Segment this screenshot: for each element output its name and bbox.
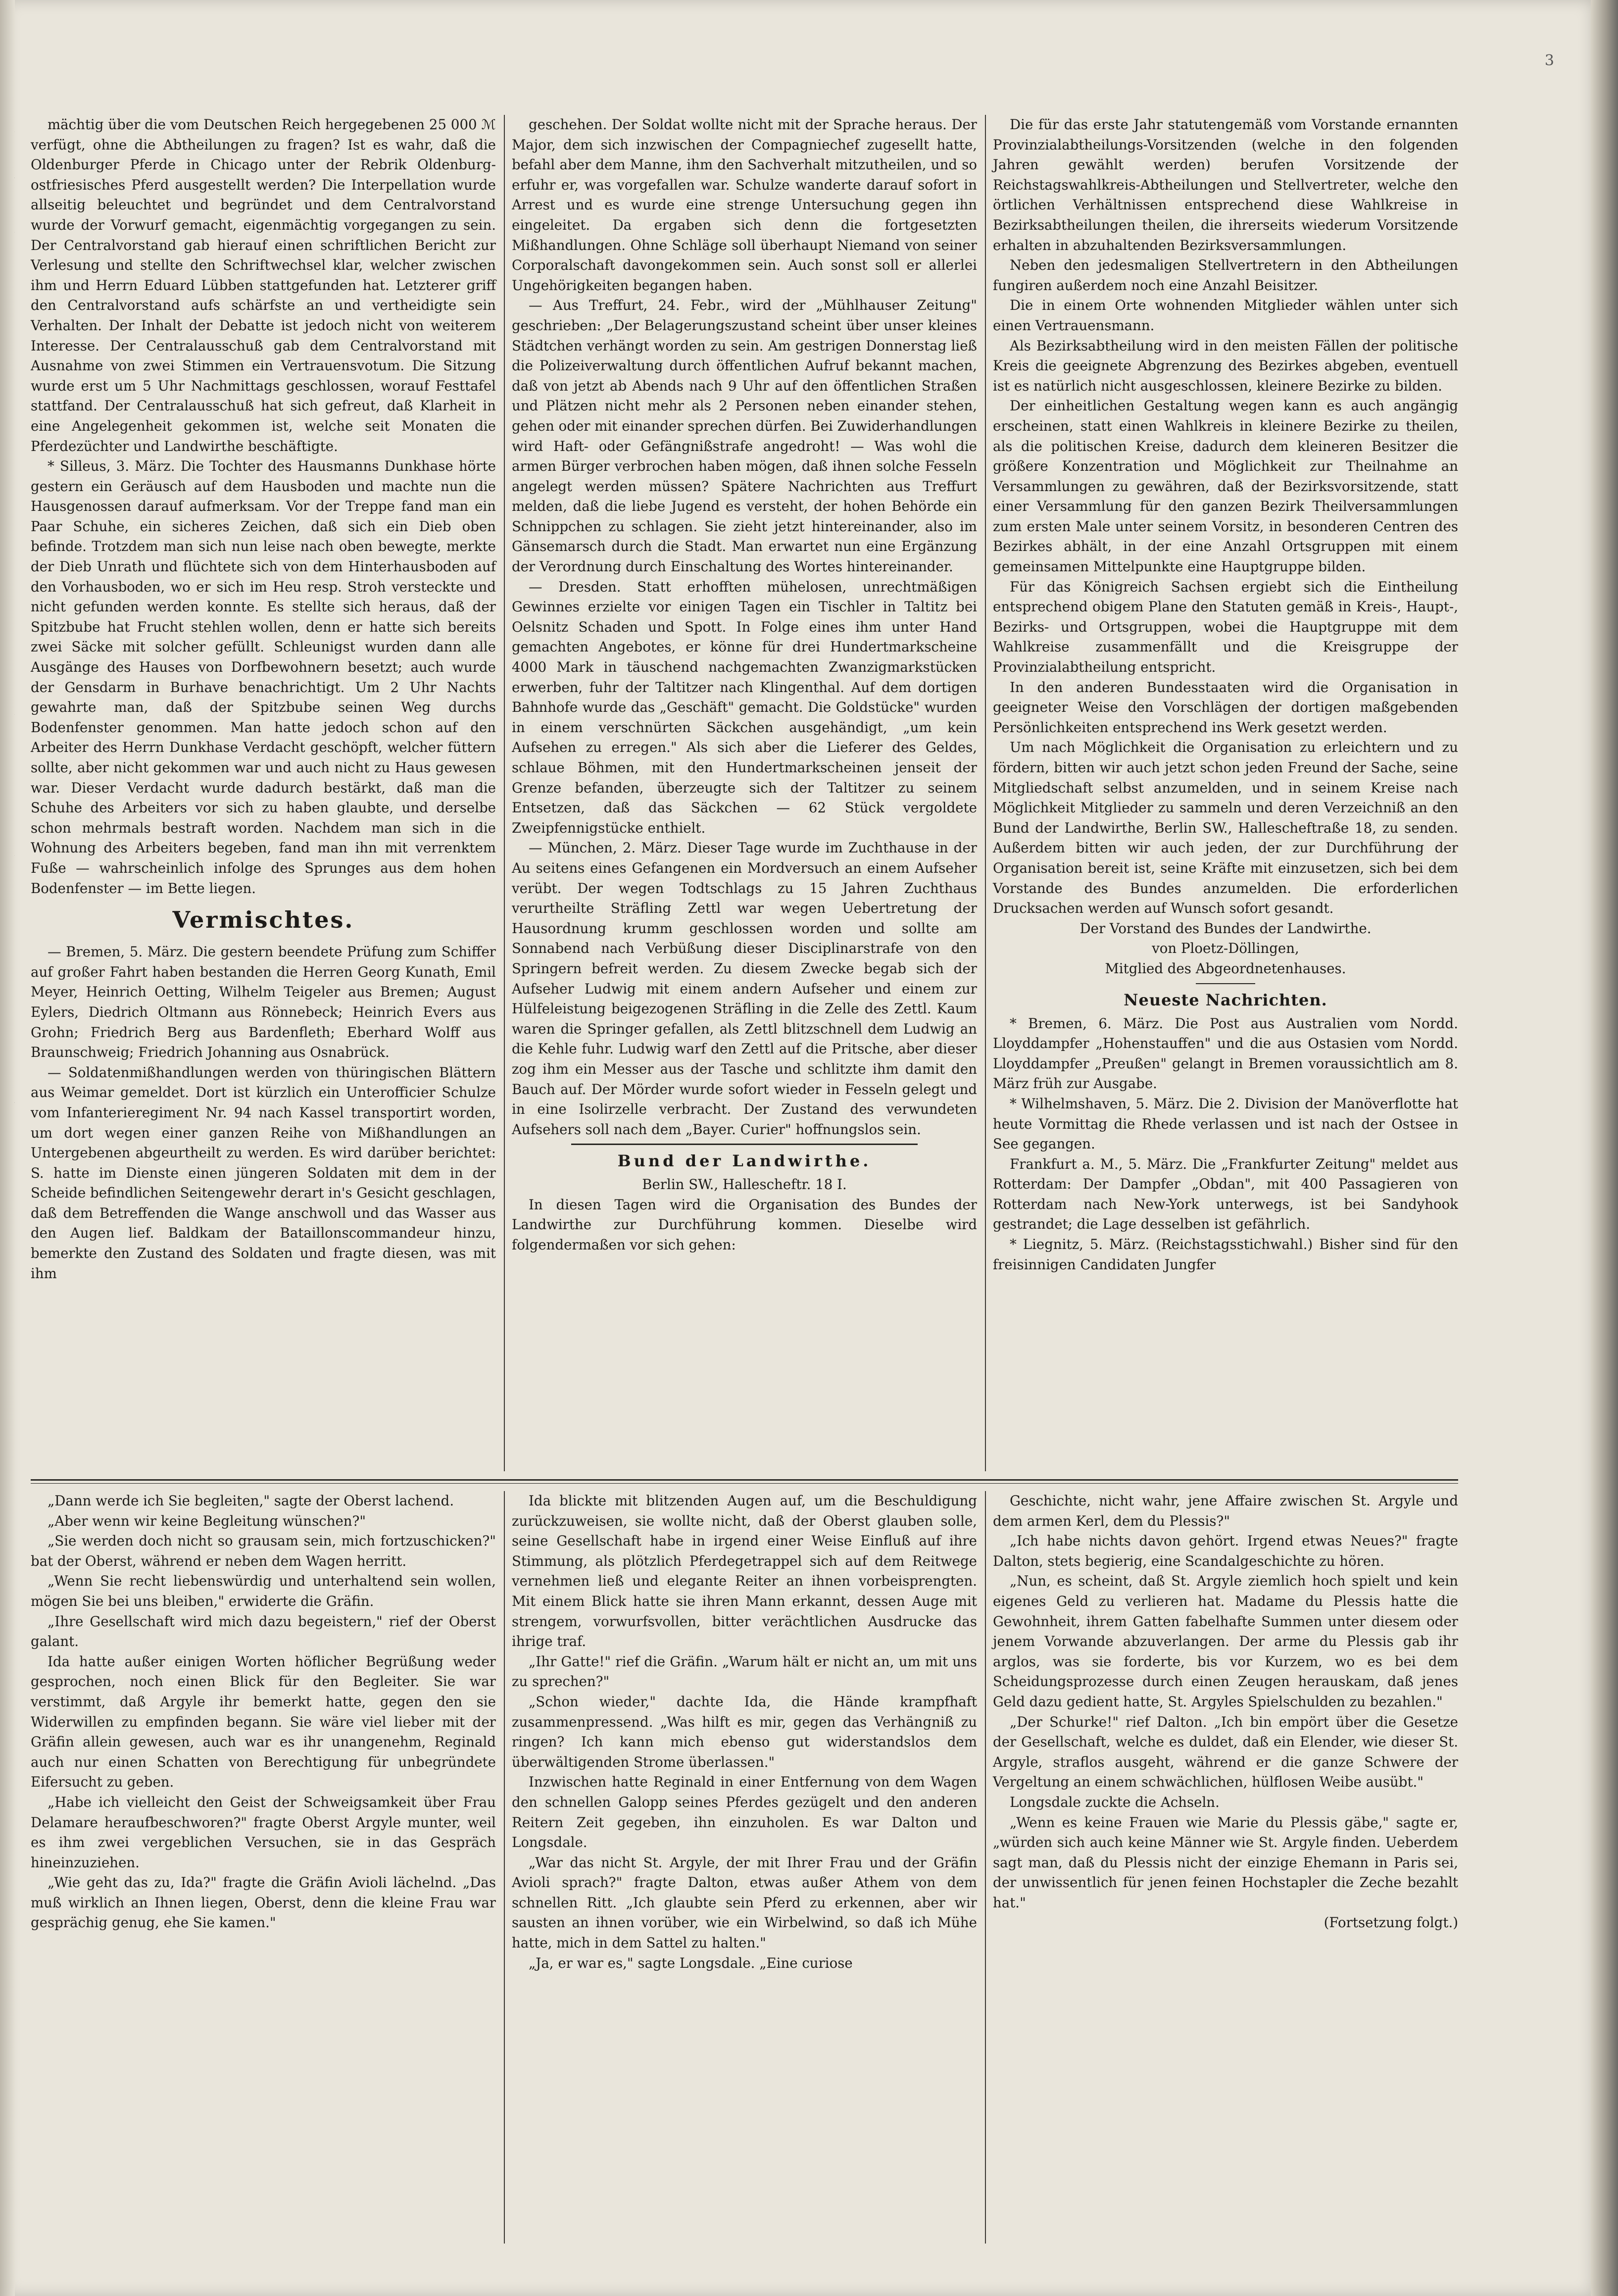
column-top-middle (512, 115, 977, 1471)
section-rule (1196, 983, 1255, 984)
column-divider (985, 115, 986, 1471)
article-paragraph: — Bremen, 5. März. Die gestern beendete Prüfung zum Schiffer auf großer Fahrt haben bestanden die Herren Georg Kunath, Emil Meyer, Heinrich Oetting, Wilhelm Teigeler aus Bremen; August Eylers, Diedrich Oltmann aus Rönnebeck; Heinrich Evers aus Grohn; Friedrich Berg aus Bardenfleth; Eberhard Wolff aus Braunschweig; Friedrich Johanning aus Osnabrück. (31, 944, 496, 1061)
article-paragraph: — München, 2. März. Dieser Tage wurde im Zuchthause in der Au seitens eines Gefangenen ein Mordversuch an einem Aufseher verübt. Der wegen Todtschlags zu 15 Jahren Zuchthaus verurtheilte Sträfling Zettl war wegen Uebertretung der Hausordnung krumm geschlossen worden und sollte am Sonnabend nach Verbüßung dieser Disciplinarstrafe von den Springern befreit werden. Zu diesem Zwecke begab sich der Aufseher Ludwig mit einem andern Aufseher und einem zur Hülfeleistung beigezogenen Sträfling in die Zelle des Zettl. Kaum waren die Springer gefallen, als Zettl blitzschnell dem Ludwig an die Kehle fuhr. Ludwig warf den Zettl auf die Pritsche, aber dieser zog ihm ein Messer aus der Tasche und schlitzte ihm damit den Bauch auf. Der Mörder wurde sofort wieder in Fesseln gelegt und in eine Isolirzelle verbracht. Der Zustand des verwundeten Aufsehers soll nach dem „Bayer. Curier" hoffnungslos sein. (512, 840, 977, 1138)
signature-line-2: von Ploetz-Döllingen, (1152, 940, 1299, 957)
feuilleton-paragraph: Longsdale zuckte die Achseln. (1010, 1794, 1220, 1810)
article-paragraph: Um nach Möglichkeit die Organisation zu erleichtern und zu fördern, bitten wir auch jetzt schon jeden Freund der Sache, seine Mitgliedschaft selbst anzumelden, und in seinem Kreise nach Möglichkeit Mitglieder zu sammeln und deren Verzeichniß an den Bund der Landwirthe, Berlin SW., Hallescheftraße 18, zu senden. Außerdem bitten wir auch jeden, der zur Durchführung der Organisation bereit ist, seine Kräfte mit einzusetzen, sich bei dem Vorstande des Bundes anzumelden. Die erforderlichen Drucksachen werden auf Wunsch sofort gesandt. (993, 739, 1458, 917)
article-paragraph: Als Bezirksabtheilung wird in den meisten Fällen der politische Kreis die geeignete Abgrenzung des Bezirkes abgeben, eventuell ist es natürlich nicht ausgeschlossen, kleinere Bezirke zu bilden. (993, 337, 1458, 394)
news-paragraph: * Bremen, 6. März. Die Post aus Australien vom Nordd. Lloyddampfer „Hohenstauffen" und die aus Ostasien vom Nordd. Lloyddampfer „Preußen" gelangt in Bremen voraussichtlich am 8. März früh zur Ausgabe. (993, 1015, 1458, 1092)
feuilleton-paragraph: „Ich habe nichts davon gehört. Irgend etwas Neues?" fragte Dalton, stets begierig, eine Scandalgeschichte zu hören. (993, 1533, 1458, 1569)
column-top-left (31, 115, 496, 1471)
feuilleton-paragraph: „Nun, es scheint, daß St. Argyle ziemlich hoch spielt und kein eigenes Geld zu verlieren hat. Madame du Plessis hatte die Gewohnheit, ihrem Gatten fabelhafte Summen unter diesem oder jenem Vorwande abzuverlangen. Der arme du Plessis gab ihr arglos, was sie forderte, bis vor Kurzem, wo es bei dem Scheidungsprozesse durch einen Zeugen herauskam, daß jenes Geld dazu gedient hatte, St. Argyles Spielschulden zu bezahlen." (993, 1573, 1458, 1710)
signature-line-1: Der Vorstand des Bundes der Landwirthe. (1079, 920, 1372, 937)
feuilleton-middle (512, 1491, 977, 2244)
feuilleton-separator-2 (31, 1483, 1458, 1484)
article-paragraph: — Aus Treffurt, 24. Febr., wird der „Mühlhauser Zeitung" geschrieben: „Der Belagerungszustand scheint über unser kleines Städtchen verhängt worden zu sein. Am gestrigen Donnerstag ließ die Polizeiverwaltung durch öffentlichen Aufruf bekannt machen, daß von jetzt ab Abends nach 9 Uhr auf den öffentlichen Straßen und Plätzen nicht mehr als 2 Personen neben einander stehen, gehen oder mit einander sprechen dürfen. Bei Zuwiderhandlungen wird Haft- oder Gefängnißstrafe angedroht! — Was wohl die armen Bürger verbrochen haben mögen, daß ihnen solche Fesseln angelegt werden müssen? Spätere Nachrichten aus Treffurt melden, daß die liebe Jugend es versteht, der hohen Behörde ein Schnippchen zu schlagen. Sie zieht jetzt hintereinander, also im Gänsemarsch durch die Stadt. Man erwartet nun eine Ergänzung der Verordnung durch Einschaltung des Wortes hintereinander. (512, 297, 977, 575)
news-paragraph: * Wilhelmshaven, 5. März. Die 2. Division der Manöverflotte hat heute Vormittag die Rhede verlassen und ist nach der Ostsee in See gegangen. (993, 1095, 1458, 1152)
article-paragraph: geschehen. Der Soldat wollte nicht mit der Sprache heraus. Der Major, dem sich inzwischen der Compagniechef zugesellt hatte, befahl aber dem Manne, ihm den Sachverhalt mitzutheilen, und so erfuhr er, was vorgefallen war. Schulze wanderte darauf sofort in Arrest und es wurde eine strenge Untersuchung gegen ihn eingeleitet. Da ergaben sich denn die fortgesetzten Mißhandlungen. Ohne Schläge soll überhaupt Niemand von seiner Corporalschaft davongekommen sein. Auch sonst soll er allerlei Ungehörigkeiten begangen haben. (512, 116, 977, 294)
feuilleton-right-text (993, 1491, 1458, 1913)
news-paragraph: * Liegnitz, 5. März. (Reichstagsstichwahl.) Bisher sind für den freisinnigen Candidaten Jungfer (993, 1236, 1458, 1273)
column-divider (504, 1491, 505, 2244)
neueste-nachrichten-articles (993, 1014, 1458, 1275)
article-paragraph: Neben den jedesmaligen Stellvertretern in den Abtheilungen fungiren außerdem noch eine Anzahl Beisitzer. (993, 257, 1458, 294)
news-paragraph: Frankfurt a. M., 5. März. Die „Frankfurter Zeitung" meldet aus Rotterdam: Der Dampfer „Obdan", mit 400 Passagieren von Rotterdam nach New-York unterwegs, ist bei Sandyhook gestrandet; die Lage desselben ist gefährlich. (993, 1155, 1458, 1233)
bund-intro: In diesen Tagen wird die Organisation des Bundes der Landwirthe zur Durchführung kommen. Dieselbe wird folgendermaßen vor sich gehen: (512, 1196, 977, 1253)
page-edge-shadow (1591, 0, 1618, 2296)
column-top-right (993, 115, 1458, 1471)
page-number: 3 (1544, 52, 1554, 69)
feuilleton-paragraph: „Aber wenn wir keine Begleitung wünschen?" (48, 1512, 366, 1529)
article-paragraph: Der einheitlichen Gestaltung wegen kann es auch angängig erscheinen, statt einen Wahlkreis in kleinere Bezirke zu theilen, als die politischen Kreise, dadurch dem kleineren Besitzer die größere Konzentration und Möglichkeit zur Theilnahme an Versammlungen zu gewähren, daß der Bezirksvorsitzende, statt einer Versammlung für den ganzen Bezirk Theilversammlungen zum ersten Male unter seinem Vorsitz, in besonderen Centren des Bezirkes abhält, in der eine Anzahl Ortsgruppen mit einem gemeinsamen Mittelpunkte eine Hauptgruppe bilden. (993, 398, 1458, 575)
feuilleton-paragraph: „Der Schurke!" rief Dalton. „Ich bin empört über die Gesetze der Gesellschaft, welche es duldet, daß ein Elender, wie dieser St. Argyle, straflos ausgeht, während er die ganze Schwere der Vergeltung an einem schwächlichen, hülflosen Weibe ausübt." (993, 1713, 1458, 1791)
adjacent-page-edge (0, 0, 15, 2296)
section-heading-neueste: Neueste Nachrichten. (1124, 990, 1327, 1009)
feuilleton-paragraph: „Ja, er war es," sagte Longsdale. „Eine curiose (529, 1954, 853, 1971)
column-divider (504, 115, 505, 1471)
feuilleton-paragraph: „Sie werden doch nicht so grausam sein, mich fortzuschicken?" bat der Oberst, während er neben dem Wagen herritt. (31, 1533, 496, 1569)
column-divider (985, 1491, 986, 2244)
feuilleton-separator (31, 1479, 1458, 1481)
feuilleton-paragraph: Inzwischen hatte Reginald in einer Entfernung von dem Wagen den schnellen Galopp seines Pferdes gezügelt und den anderen Reitern Zeit gegeben, ihn einzuholen. Es war Dalton und Longsdale. (512, 1774, 977, 1851)
feuilleton-middle-text (512, 1491, 977, 1973)
feuilleton-left (31, 1491, 496, 2244)
article-paragraph: In den anderen Bundesstaaten wird die Organisation in geeigneter Weise den Vorschlägen der dortigen maßgebenden Persönlichkeiten entsprechend ins Werk gesetzt werden. (993, 679, 1458, 736)
section-rule (571, 1144, 918, 1145)
feuilleton-paragraph: „Schon wieder," dachte Ida, die Hände krampfhaft zusammenpressend. „Was hilft es mir, gegen das Verhängniß zu ringen? Ich kann mich ebenso gut widerstandslos dem überwältigenden Strome überlassen." (512, 1693, 977, 1770)
article-paragraph: mächtig über die vom Deutschen Reich hergegebenen 25 000 ℳ verfügt, ohne die Abtheilungen zu fragen? Ist es wahr, daß die Oldenburger Pferde in Chicago unter der Rebrik Oldenburg-ostfriesisches Pferd ausgestellt werden? Die Interpellation wurde allseitig beleuchtet und begründet und dem Centralvorstand wurde der Vorwurf gemacht, eigenmächtig vorgegangen zu sein. Der Centralvorstand gab hierauf einen schriftlichen Bericht zur Verlesung und stellte den Schriftwechsel klar, welcher zwischen ihm und Herrn Eduard Lübben stattgefunden hat. Letzterer griff den Centralvorstand aufs schärfste an und vertheidigte sein Verhalten. Der Inhalt der Debatte ist jedoch nicht von weiterem Interesse. Der Centralausschuß gab dem Centralvorstand mit Ausnahme von zwei Stimmen ein Vertrauensvotum. Die Sitzung wurde erst um 5 Uhr Nachmittags geschlossen, worauf Festtafel stattfand. Der Centralausschuß hat sich gefreut, daß Klarheit in eine Angelegenheit gekommen ist, welche seit Monaten die Pferdezüchter und Landwirthe beschäftigte. (31, 116, 496, 454)
section-heading-bund: Bund der Landwirthe. (617, 1151, 872, 1171)
feuilleton-paragraph: „War das nicht St. Argyle, der mit Ihrer Frau und der Gräfin Avioli sprach?" fragte Dalton, etwas außer Athem von dem schnellen Ritt. „Ich glaubte sein Pferd zu erkennen, aber wir sausten an ihnen vorüber, wie ein Wirbelwind, so daß ich Mühe hatte, mich in dem Sattel zu halten." (512, 1854, 977, 1951)
article-paragraph: Die in einem Orte wohnenden Mitglieder wählen unter sich einen Vertrauensmann. (993, 297, 1458, 334)
feuilleton-paragraph: Geschichte, nicht wahr, jene Affaire zwischen St. Argyle und dem armen Kerl, dem du Plessis?" (993, 1493, 1458, 1529)
feuilleton-left-text (31, 1491, 496, 1933)
feuilleton-paragraph: „Habe ich vielleicht den Geist der Schweigsamkeit über Frau Delamare heraufbeschworen?" fragte Oberst Argyle munter, weil es ihm zwei vergeblichen Versuchen, sie in das Gespräch hineinzuziehen. (31, 1794, 496, 1871)
article-paragraph: — Dresden. Statt erhofften mühelosen, unrechtmäßigen Gewinnes erzielte vor einigen Tagen ein Tischler in Taltitz bei Oelsnitz Schaden und Spott. In Folge eines ihm unter Hand gemachten Angebotes, er könne für drei Hundertmarkscheine 4000 Mark in täuschend nachgemachten Zwanzigmarkstücken erwerben, fuhr der Taltitzer nach Klingenthal. Auf dem dortigen Bahnhofe wurde das „Geschäft" gemacht. Die Goldstücke" wurden in einem verschnürten Säckchen ausgehändigt, „um kein Aufsehen zu erregen." Als sich aber die Lieferer des Geldes, schlaue Böhmen, mit den Hundertmarkscheinen jenseit der Grenze befanden, überzeugte sich der Taltitzer zu seinem Entsetzen, daß das Säckchen — 62 Stück vergoldete Zweipfennigstücke enthielt. (512, 578, 977, 836)
feuilleton-paragraph: „Wie geht das zu, Ida?" fragte die Gräfin Avioli lächelnd. „Das muß wirklich an Ihnen liegen, Oberst, denn die kleine Frau war gesprächig genug, ehe Sie kamen." (31, 1874, 496, 1931)
articles-middle (512, 115, 977, 1140)
vermischtes-articles (31, 942, 496, 1284)
feuilleton-paragraph: „Ihre Gesellschaft wird mich dazu begeistern," rief der Oberst galant. (31, 1613, 496, 1650)
continuation-note: (Fortsetzung folgt.) (1324, 1914, 1458, 1931)
feuilleton-paragraph: Ida hatte außer einigen Worten höflicher Begrüßung weder gesprochen, noch einen Blick für den Begleiter. Sie war verstimmt, daß Argyle ihr bemerkt hatte, gegen den sie Widerwillen zu empfinden begann. Sie wäre viel lieber mit der Gräfin allein gewesen, auch war es ihr unangenehm, Reginald auch nur einen Schatten von Berechtigung für unbegründete Eifersucht zu geben. (31, 1653, 496, 1791)
article-paragraph: * Silleus, 3. März. Die Tochter des Hausmanns Dunkhase hörte gestern ein Geräusch auf dem Hausboden und machte nun die Hausgenossen darauf aufmerksam. Vor der Treppe fand man ein Paar Schuhe, ein sicheres Zeichen, daß sich ein Dieb oben befinde. Trotzdem man sich nun leise nach oben bewegte, merkte der Dieb Unrath und flüchtete sich von dem Hinterhausboden auf den Vorhausboden, wo er sich im Heu resp. Stroh versteckte und nicht gefunden werden konnte. Es stellte sich heraus, daß der Spitzbube hat Frucht stehlen wollen, denn er hatte sich bereits zwei Säcke mit solcher gefüllt. Schleunigst wurden dann alle Ausgänge des Hauses von Dorfbewohnern besetzt; auch wurde der Gensdarm in Burhave benachrichtigt. Um 2 Uhr Nachts gewahrte man, daß der Spitzbube seinen Weg durchs Bodenfenster genommen. Man hatte jedoch schon auf den Arbeiter des Herrn Dunkhase Verdacht geschöpft, welcher füttern sollte, aber nicht gekommen war und auch nicht zu Haus gewesen war. Dieser Verdacht wurde dadurch bestärkt, daß man die Schuhe des Arbeiters vor sich zu haben glaubte, und derselbe schon mehrmals bestraft worden. Nachdem man sich in die Wohnung des Arbeiters begeben, fand man ihn mit verrenktem Fuße — wahrscheinlich infolge des Sprunges aus dem hohen Bodenfenster — im Bette liegen. (31, 458, 496, 897)
feuilleton-paragraph: „Dann werde ich Sie begleiten," sagte der Oberst lachend. (48, 1493, 454, 1509)
article-paragraph: — Soldatenmißhandlungen werden von thüringischen Blättern aus Weimar gemeldet. Dort ist kürzlich ein Unterofficier Schulze vom Infanterieregiment Nr. 94 nach Kassel transportirt worden, um dort wegen einer ganzen Reihe von Mißhandlungen an Untergebenen abgeurtheilt zu werden. Es wird darüber berichtet: S. hatte im Dienste einen jüngeren Soldaten mit dem in der Scheide befindlichen Seitengewehr derart in's Gesicht geschlagen, daß dem Betreffenden die Wange anschwoll und das Wasser aus den Augen lief. Baldkam der Bataillonscommandeur hinzu, bemerkte den Zustand des Soldaten und fragte diesen, was mit ihm (31, 1064, 496, 1282)
feuilleton-paragraph: „Wenn es keine Frauen wie Marie du Plessis gäbe," sagte er, „würden sich auch keine Männer wie St. Argyle finden. Ueberdem sagt man, daß du Plessis nicht der einzige Ehemann in Paris sei, der unwissentlich für jenen feinen Hochstapler die Zeche bezahlt hat." (993, 1814, 1458, 1911)
article-paragraph: Für das Königreich Sachsen ergiebt sich die Eintheilung entsprechend obigem Plane den Statuten gemäß in Kreis-, Haupt-, Bezirks- und Ortsgruppen, wobei die Hauptgruppe mit dem Wahlkreise zusammenfällt und die Kreisgruppe der Provinzialabtheilung entspricht. (993, 578, 1458, 676)
feuilleton-paragraph: Ida blickte mit blitzenden Augen auf, um die Beschuldigung zurückzuweisen, sie wollte nicht, daß der Oberst glauben solle, seine Gesellschaft habe in irgend einer Weise Einfluß auf ihre Stimmung, als plötzlich Pferdegetrappel sich auf dem Reitwege vernehmen ließ und elegante Reiter an ihnen vorbeisprengten. Mit einem Blick hatte sie ihren Mann erkannt, dessen Auge mit strengem, vorwurfsvollen, bitter verächtlichen Ausdrucke das ihrige traf. (512, 1493, 977, 1650)
article-centralausschuss (31, 115, 496, 898)
feuilleton-right (993, 1491, 1458, 2244)
bund-address: Berlin SW., Hallescheftr. 18 I. (642, 1176, 847, 1193)
signature-line-3: Mitglied des Abgeordnetenhauses. (1105, 960, 1346, 977)
feuilleton-paragraph: „Wenn Sie recht liebenswürdig und unterhaltend sein wollen, mögen Sie bei uns bleiben," erwiderte die Gräfin. (31, 1573, 496, 1609)
feuilleton-paragraph: „Ihr Gatte!" rief die Gräfin. „Warum hält er nicht an, um mit uns zu sprechen?" (512, 1653, 977, 1690)
article-paragraph: Die für das erste Jahr statutengemäß vom Vorstande ernannten Provinzialabtheilungs-Vorsitzenden (welche in den folgenden Jahren gewählt werden) berufen Vorsitzende der Reichstagswahlkreis-Abtheilungen und Stellvertreter, welche den örtlichen Verhältnissen entsprechend diese Wahlkreise in Bezirksabtheilungen theilen, die ihrerseits wiederum Vorsitzende erhalten in abzuhaltenden Bezirksversammlungen. (993, 116, 1458, 253)
bund-organisation-text (993, 115, 1458, 919)
section-heading-vermischtes: Vermischtes. (172, 906, 354, 934)
